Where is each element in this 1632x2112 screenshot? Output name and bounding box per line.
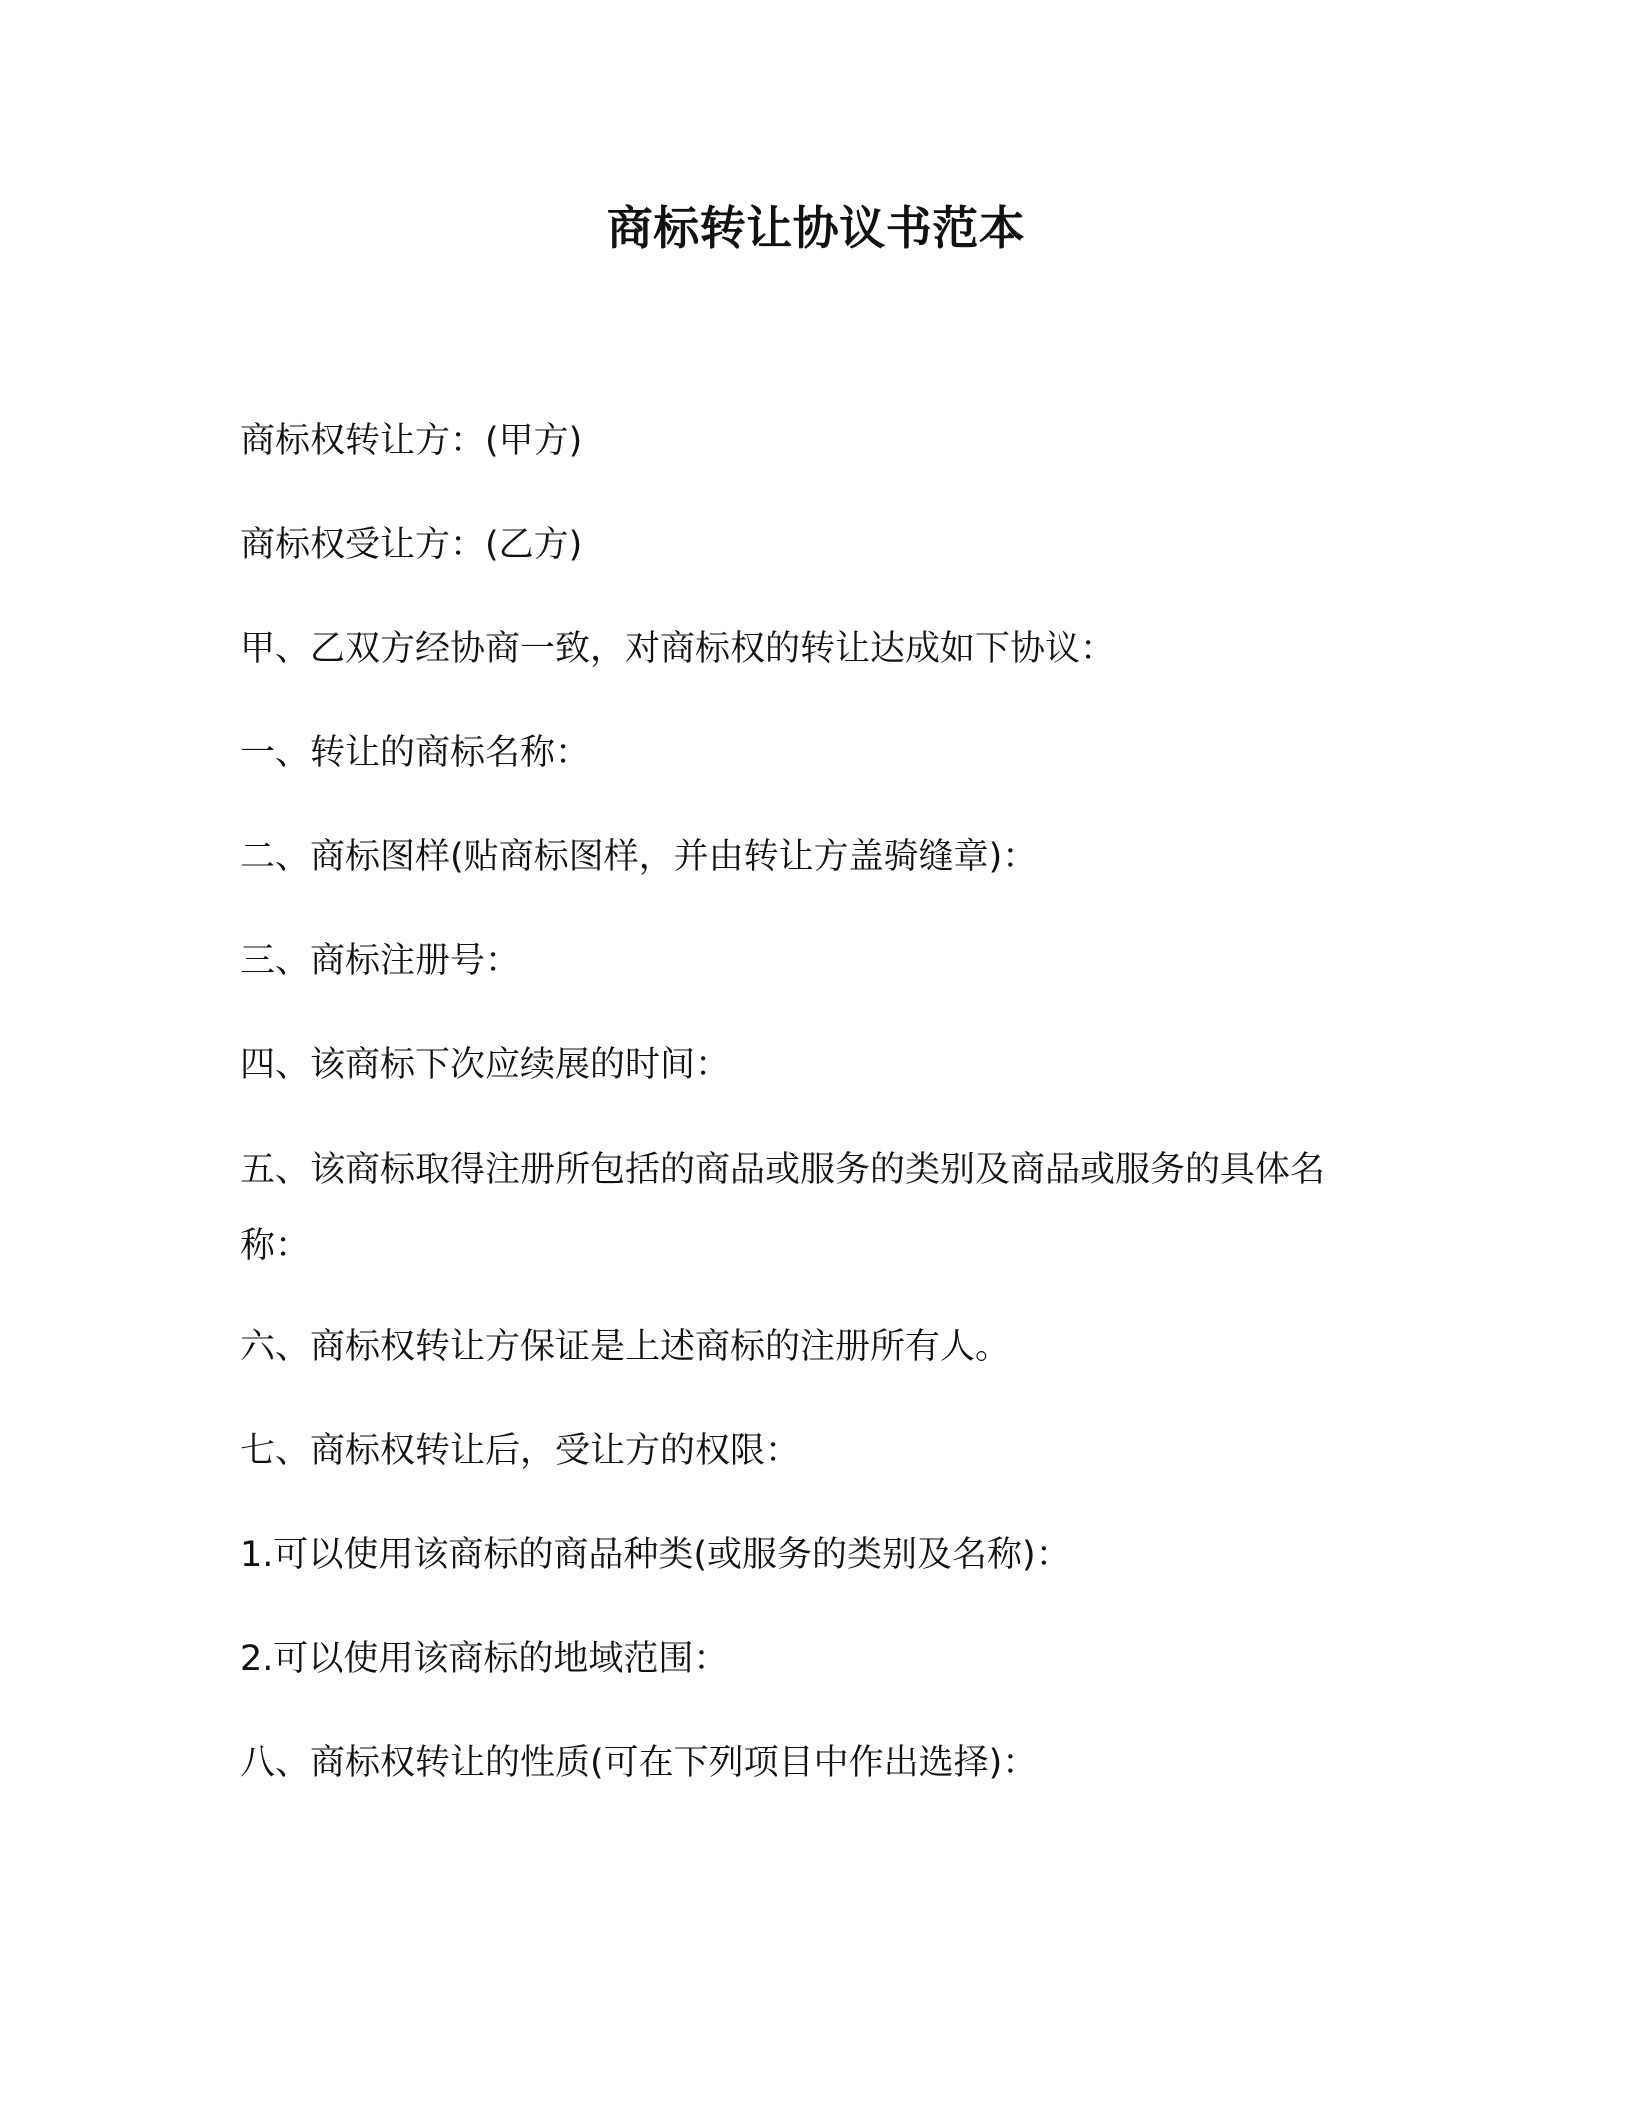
transferor-line: 商标权转让方：(甲方) <box>240 421 583 461</box>
agreement-intro: 甲、乙双方经协商一致，对商标权的转让达成如下协议： <box>240 629 1116 669</box>
clause-6: 六、商标权转让方保证是上述商标的注册所有人。 <box>240 1327 1011 1367</box>
clause-8: 八、商标权转让的性质(可在下列项目中作出选择)： <box>240 1743 1038 1783</box>
clause-4: 四、该商标下次应续展的时间： <box>240 1045 731 1085</box>
clause-7-item-1: 1.可以使用该商标的商品种类(或服务的类别及名称)： <box>240 1535 1071 1575</box>
clause-1: 一、转让的商标名称： <box>240 733 591 773</box>
clause-7: 七、商标权转让后，受让方的权限： <box>240 1431 801 1471</box>
transferee-line: 商标权受让方：(乙方) <box>240 525 583 565</box>
document-title: 商标转让协议书范本 <box>606 201 1026 255</box>
clause-7-item-2: 2.可以使用该商标的地域范围： <box>240 1639 729 1679</box>
clause-3: 三、商标注册号： <box>240 941 521 981</box>
clause-5: 五、该商标取得注册所包括的商品或服务的类别及商品或服务的具体名称： <box>240 1150 1326 1266</box>
clause-2: 二、商标图样(贴商标图样，并由转让方盖骑缝章)： <box>240 837 1038 877</box>
